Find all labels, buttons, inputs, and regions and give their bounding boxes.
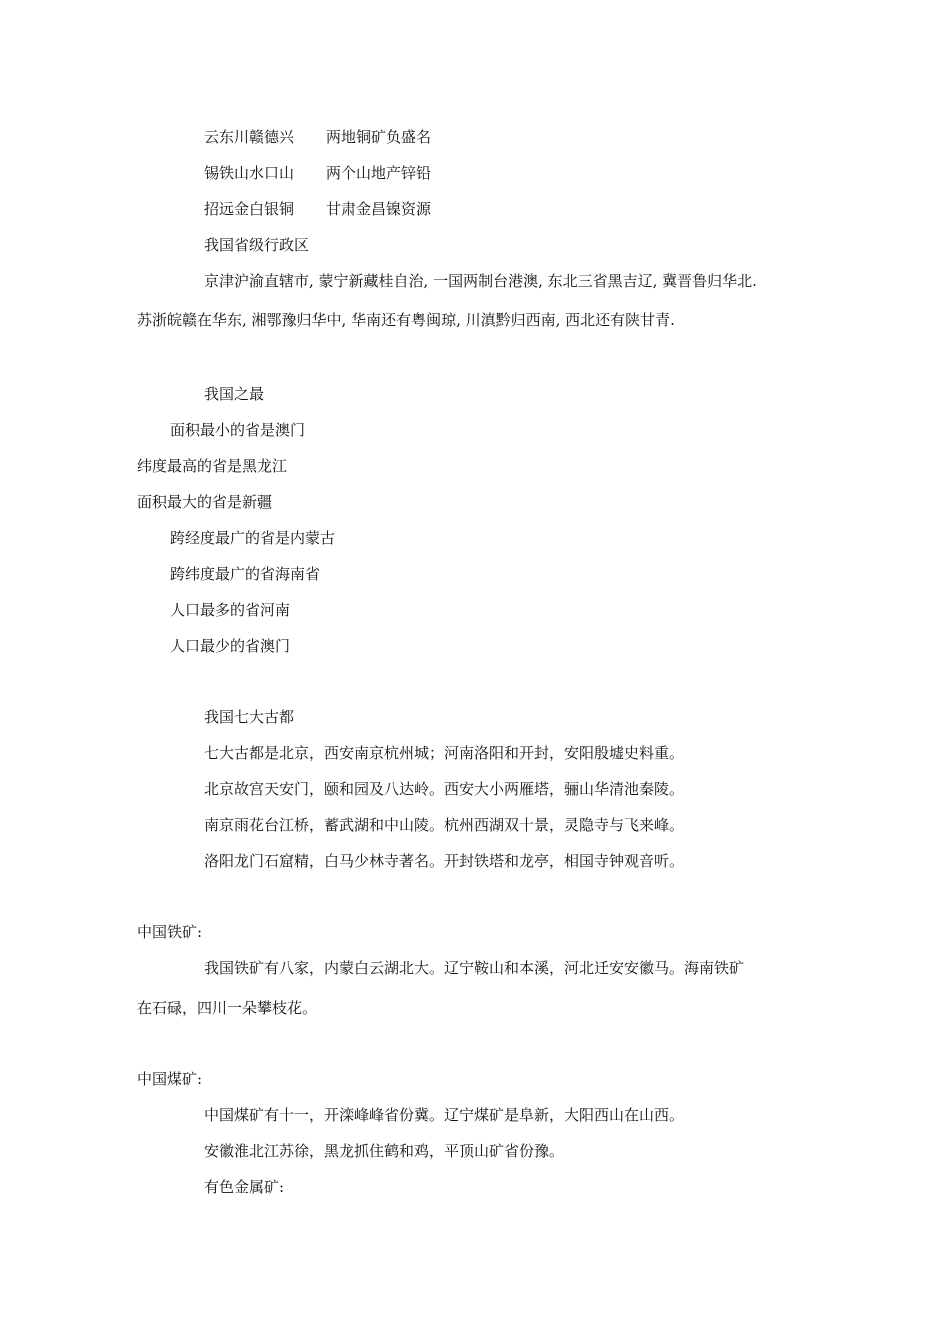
mineral-pair-right: 两地铜矿负盛名 (326, 128, 432, 146)
coal-line: 中国煤矿有十一，开滦峰峰省份冀。辽宁煤矿是阜新，大阳西山在山西。 (204, 1106, 685, 1124)
capitals-line: 北京故宫天安门，颐和园及八达岭。西安大小两雁塔，骊山华清池秦陵。 (204, 780, 685, 798)
record-item: 面积最小的省是澳门 (170, 421, 306, 439)
mineral-pair-right: 甘肃金昌镍资源 (326, 200, 432, 218)
mineral-pair-left: 云东川赣德兴 (204, 128, 295, 146)
mineral-pair (204, 199, 431, 219)
mineral-pair-left: 招远金白银铜 (204, 200, 295, 218)
coal-line: 安徽淮北江苏徐，黑龙抓住鹤和鸡，平顶山矿省份豫。 (204, 1142, 565, 1160)
iron-line: 在石碌，四川一朵攀枝花。 (137, 999, 318, 1017)
record-item: 人口最少的省澳门 (170, 637, 291, 655)
record-item: 纬度最高的省是黑龙江 (137, 457, 288, 475)
provinces-line: 京津沪渝直辖市, 蒙宁新藏桂自治, 一国两制台港澳, 东北三省黑吉辽, 冀晋鲁归华北. (204, 272, 757, 290)
nonferrous-heading: 有色金属矿: (204, 1178, 285, 1196)
iron-line: 我国铁矿有八家，内蒙白云湖北大。辽宁鞍山和本溪，河北迁安安徽马。海南铁矿 (204, 959, 745, 977)
coal-heading: 中国煤矿: (137, 1070, 203, 1088)
record-item: 跨经度最广的省是内蒙古 (170, 529, 336, 547)
mineral-pair-left: 锡铁山水口山 (204, 164, 295, 182)
mineral-pair-right: 两个山地产锌铅 (326, 164, 432, 182)
mineral-pair (204, 163, 431, 183)
capitals-line: 七大古都是北京，西安南京杭州城；河南洛阳和开封，安阳殷墟史料重。 (204, 744, 685, 762)
provinces-heading: 我国省级行政区 (204, 236, 310, 254)
record-item: 人口最多的省河南 (170, 601, 291, 619)
mineral-pair (204, 127, 431, 147)
records-heading: 我国之最 (204, 385, 265, 403)
capitals-line: 南京雨花台江桥，蓄武湖和中山陵。杭州西湖双十景，灵隐寺与飞来峰。 (204, 816, 685, 834)
capitals-line: 洛阳龙门石窟精，白马少林寺著名。开封铁塔和龙亭，相国寺钟观音听。 (204, 852, 685, 870)
record-item: 面积最大的省是新疆 (137, 493, 273, 511)
provinces-line: 苏浙皖赣在华东, 湘鄂豫归华中, 华南还有粤闽琼, 川滇黔归西南, 西北还有陕甘青. (137, 311, 675, 329)
capitals-heading: 我国七大古都 (204, 708, 295, 726)
iron-heading: 中国铁矿: (137, 923, 203, 941)
record-item: 跨纬度最广的省海南省 (170, 565, 321, 583)
